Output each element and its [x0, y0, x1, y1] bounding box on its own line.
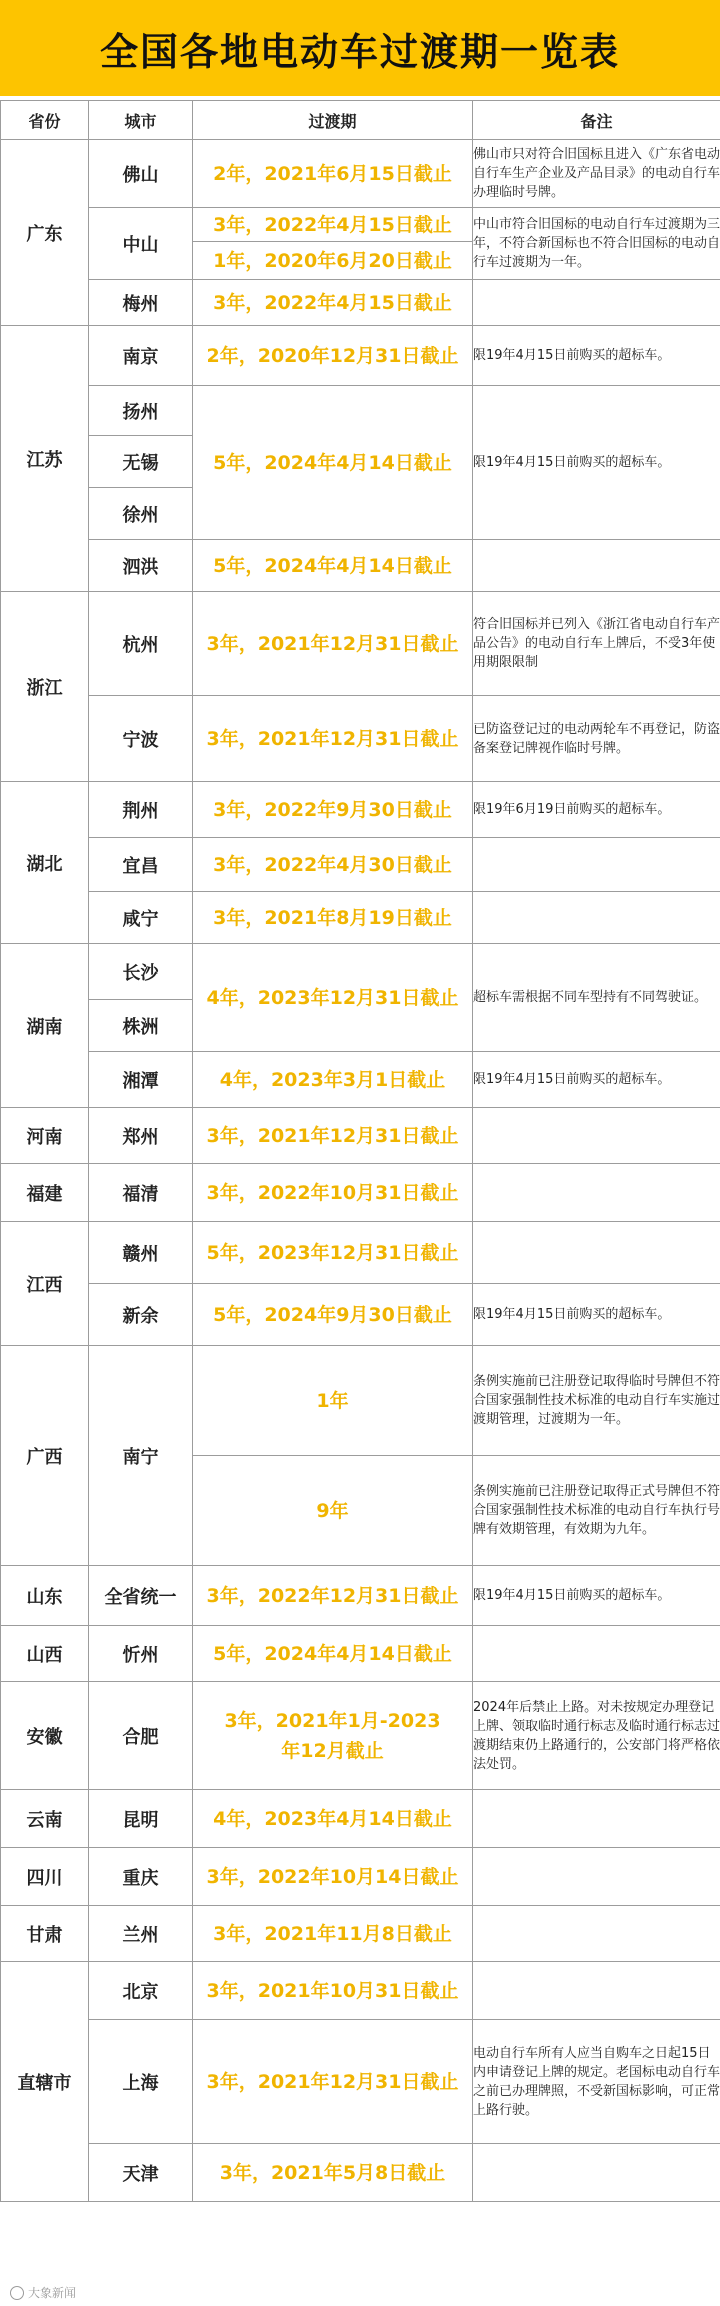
period-cell: 4年，2023年3月1日截止 [193, 1052, 473, 1108]
city-cell: 杭州 [89, 592, 193, 696]
city-cell: 梅州 [89, 280, 193, 326]
note-cell [473, 1222, 720, 1284]
table-row [1, 838, 720, 892]
period-cell: 2年，2021年6月15日截止 [193, 140, 473, 208]
city-cell: 徐州 [89, 488, 193, 540]
province-cell: 甘肃 [1, 1906, 89, 1962]
note-cell: 限19年4月15日前购买的超标车。 [473, 386, 720, 540]
note-cell [473, 280, 720, 326]
note-cell [473, 1164, 720, 1222]
table-row [1, 326, 720, 386]
note-cell [473, 1626, 720, 1682]
note-cell [473, 1108, 720, 1164]
header-row [1, 101, 720, 140]
city-cell: 新余 [89, 1284, 193, 1346]
header-note: 备注 [473, 101, 720, 140]
note-cell: 条例实施前已注册登记取得正式号牌但不符合国家强制性技术标准的电动自行车执行号牌有效期管理，有效期为九年。 [473, 1456, 720, 1566]
note-cell [473, 1962, 720, 2020]
table-row [1, 1626, 720, 1682]
note-cell [473, 892, 720, 944]
watermark-logo-icon [10, 2286, 24, 2300]
table-row [1, 1962, 720, 2020]
city-cell: 昆明 [89, 1790, 193, 1848]
province-cell: 河南 [1, 1108, 89, 1164]
table-row [1, 1906, 720, 1962]
period-cell: 3年，2021年12月31日截止 [193, 592, 473, 696]
city-cell: 中山 [89, 208, 193, 280]
table-row [1, 140, 720, 208]
table-row [1, 1108, 720, 1164]
city-cell: 株洲 [89, 1000, 193, 1052]
note-cell: 限19年4月15日前购买的超标车。 [473, 1284, 720, 1346]
note-cell [473, 1848, 720, 1906]
note-cell: 条例实施前已注册登记取得临时号牌但不符合国家强制性技术标准的电动自行车实施过渡期管理，过渡期为一年。 [473, 1346, 720, 1456]
period-cell: 2年，2020年12月31日截止 [193, 326, 473, 386]
period-cell: 3年，2022年4月15日截止 [193, 280, 473, 326]
table-row [1, 1164, 720, 1222]
period-cell: 3年，2021年5月8日截止 [193, 2144, 473, 2202]
period-cell: 3年，2021年8月19日截止 [193, 892, 473, 944]
period-cell: 3年，2021年12月31日截止 [193, 1108, 473, 1164]
period-cell: 3年，2022年4月30日截止 [193, 838, 473, 892]
period-cell: 3年，2021年10月31日截止 [193, 1962, 473, 2020]
transition-table [0, 100, 720, 2202]
period-cell: 3年，2021年12月31日截止 [193, 2020, 473, 2144]
header-city: 城市 [89, 101, 193, 140]
province-cell: 广东 [1, 140, 89, 326]
watermark-text: 大象新闻 [28, 2286, 77, 2300]
period-cell: 4年，2023年4月14日截止 [193, 1790, 473, 1848]
city-cell: 兰州 [89, 1906, 193, 1962]
note-cell [473, 838, 720, 892]
province-cell: 山西 [1, 1626, 89, 1682]
city-cell: 北京 [89, 1962, 193, 2020]
province-cell: 四川 [1, 1848, 89, 1906]
table-row [1, 280, 720, 326]
note-cell: 超标车需根据不同车型持有不同驾驶证。 [473, 944, 720, 1052]
table-row [1, 1566, 720, 1626]
table-row [1, 1848, 720, 1906]
city-cell: 忻州 [89, 1626, 193, 1682]
city-cell: 南京 [89, 326, 193, 386]
period-cell: 3年，2021年12月31日截止 [193, 696, 473, 782]
table-row [1, 1222, 720, 1284]
city-cell: 赣州 [89, 1222, 193, 1284]
note-cell: 限19年4月15日前购买的超标车。 [473, 326, 720, 386]
note-cell [473, 540, 720, 592]
city-cell: 南宁 [89, 1346, 193, 1566]
city-cell: 合肥 [89, 1682, 193, 1790]
table-row [1, 386, 720, 436]
city-cell: 福清 [89, 1164, 193, 1222]
table-row [1, 1284, 720, 1346]
period-cell: 3年，2021年1月-2023年12月截止 [193, 1682, 473, 1790]
table-row [1, 1682, 720, 1790]
period-cell: 9年 [193, 1456, 473, 1566]
note-cell [473, 1790, 720, 1848]
period-cell: 5年，2024年4月14日截止 [193, 1626, 473, 1682]
period-cell: 1年，2020年6月20日截止 [193, 242, 473, 280]
table-row [1, 2144, 720, 2202]
period-cell: 3年，2022年4月15日截止 [193, 208, 473, 242]
province-cell: 江苏 [1, 326, 89, 592]
table-row [1, 208, 720, 242]
table-row [1, 892, 720, 944]
table-row [1, 2020, 720, 2144]
province-cell: 云南 [1, 1790, 89, 1848]
period-cell: 5年，2023年12月31日截止 [193, 1222, 473, 1284]
province-cell: 江西 [1, 1222, 89, 1346]
table-row [1, 1346, 720, 1456]
province-cell: 湖南 [1, 944, 89, 1108]
note-cell: 中山市符合旧国标的电动自行车过渡期为三年，不符合新国标也不符合旧国标的电动自行车过渡期为一年。 [473, 208, 720, 280]
header-province: 省份 [1, 101, 89, 140]
note-cell: 符合旧国标并已列入《浙江省电动自行车产品公告》的电动自行车上牌后，不受3年使用期限限制 [473, 592, 720, 696]
city-cell: 无锡 [89, 436, 193, 488]
city-cell: 佛山 [89, 140, 193, 208]
period-cell: 1年 [193, 1346, 473, 1456]
note-cell: 限19年4月15日前购买的超标车。 [473, 1566, 720, 1626]
table-row [1, 540, 720, 592]
city-cell: 郑州 [89, 1108, 193, 1164]
city-cell: 上海 [89, 2020, 193, 2144]
watermark [10, 2284, 76, 2301]
period-cell: 3年，2022年10月31日截止 [193, 1164, 473, 1222]
note-cell: 限19年4月15日前购买的超标车。 [473, 1052, 720, 1108]
note-cell: 电动自行车所有人应当自购车之日起15日内申请登记上牌的规定。老国标电动自行车之前已办理牌照，不受新国标影响，可正常上路行驶。 [473, 2020, 720, 2144]
table-row [1, 1052, 720, 1108]
city-cell: 天津 [89, 2144, 193, 2202]
province-cell: 福建 [1, 1164, 89, 1222]
table-row [1, 944, 720, 1000]
city-cell: 咸宁 [89, 892, 193, 944]
page-title: 全国各地电动车过渡期一览表 [99, 29, 620, 74]
city-cell: 泗洪 [89, 540, 193, 592]
note-cell: 佛山市只对符合旧国标且进入《广东省电动自行车生产企业及产品目录》的电动自行车办理临时号牌。 [473, 140, 720, 208]
period-cell: 5年，2024年9月30日截止 [193, 1284, 473, 1346]
note-cell: 已防盗登记过的电动两轮车不再登记，防盗备案登记牌视作临时号牌。 [473, 696, 720, 782]
city-cell: 湘潭 [89, 1052, 193, 1108]
city-cell: 扬州 [89, 386, 193, 436]
city-cell: 宁波 [89, 696, 193, 782]
city-cell: 宜昌 [89, 838, 193, 892]
note-cell [473, 1906, 720, 1962]
province-cell: 湖北 [1, 782, 89, 944]
table-row [1, 782, 720, 838]
note-cell [473, 2144, 720, 2202]
city-cell: 长沙 [89, 944, 193, 1000]
city-cell: 全省统一 [89, 1566, 193, 1626]
table-row [1, 696, 720, 782]
period-cell: 3年，2022年10月14日截止 [193, 1848, 473, 1906]
province-cell: 广西 [1, 1346, 89, 1566]
province-cell: 浙江 [1, 592, 89, 782]
table-row [1, 1790, 720, 1848]
period-cell: 4年，2023年12月31日截止 [193, 944, 473, 1052]
province-cell: 直辖市 [1, 1962, 89, 2202]
period-cell: 5年，2024年4月14日截止 [193, 540, 473, 592]
city-cell: 重庆 [89, 1848, 193, 1906]
note-cell: 2024年后禁止上路。对未按规定办理登记上牌、领取临时通行标志及临时通行标志过渡期结束仍上路通行的，公安部门将严格依法处罚。 [473, 1682, 720, 1790]
period-cell: 5年，2024年4月14日截止 [193, 386, 473, 540]
title-banner [0, 0, 720, 96]
note-cell: 限19年6月19日前购买的超标车。 [473, 782, 720, 838]
city-cell: 荆州 [89, 782, 193, 838]
period-cell: 3年，2022年12月31日截止 [193, 1566, 473, 1626]
header-period: 过渡期 [193, 101, 473, 140]
period-cell: 3年，2022年9月30日截止 [193, 782, 473, 838]
period-cell: 3年，2021年11月8日截止 [193, 1906, 473, 1962]
table-row [1, 592, 720, 696]
province-cell: 山东 [1, 1566, 89, 1626]
province-cell: 安徽 [1, 1682, 89, 1790]
